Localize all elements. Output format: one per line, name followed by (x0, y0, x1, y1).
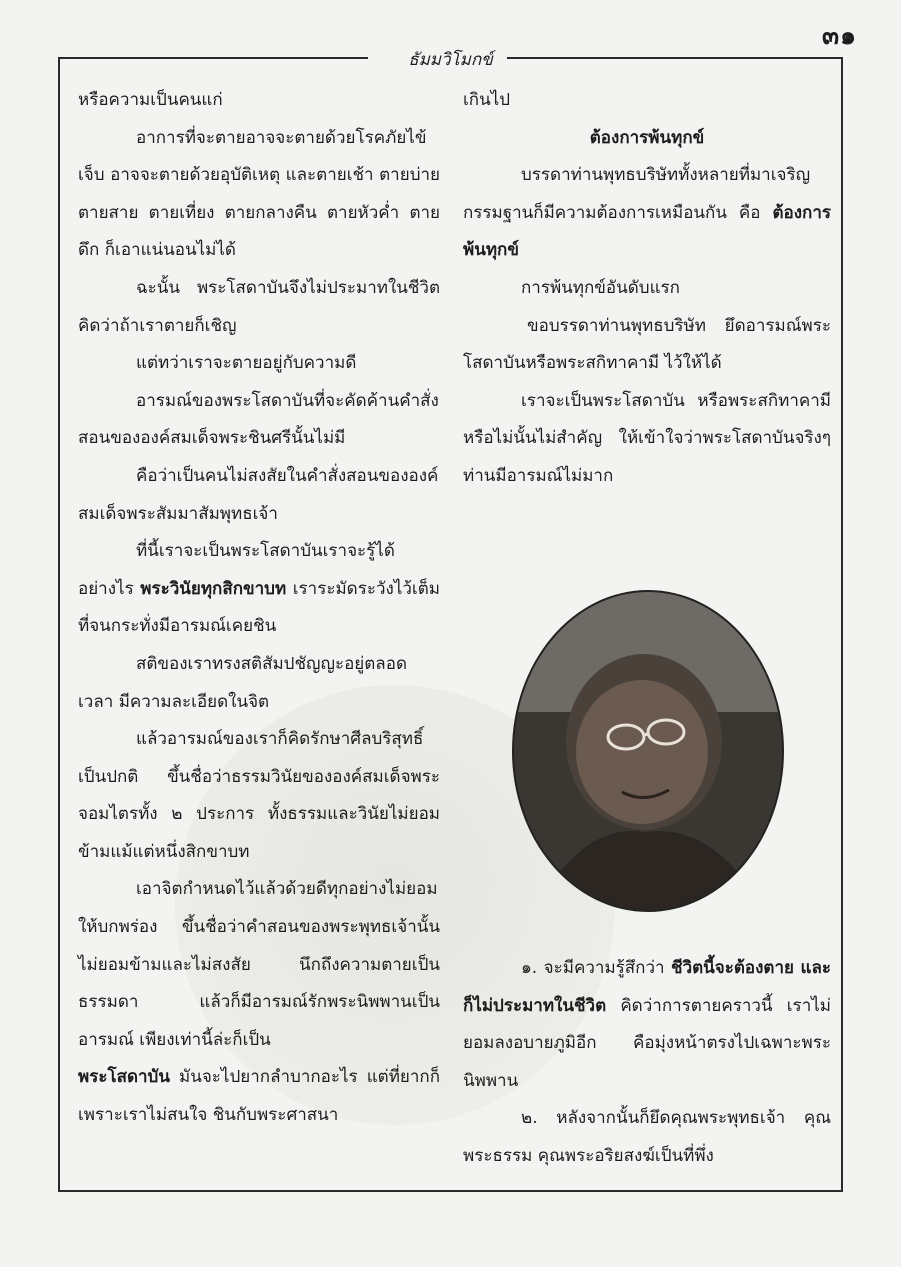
section-heading: ต้องการพ้นทุกข์ (589, 127, 705, 148)
left-column (78, 82, 440, 1135)
page-number: ๓๑ (822, 21, 857, 50)
paragraph-text: คิดว่าการตายคราวนี้ เราไม่ยอมลงอบายภูมิอีก คือมุ่งหน้าตรงไปเฉพาะพระนิพพาน (463, 995, 831, 1091)
paragraph: เราจะเป็นพระโสดาบัน หรือพระสกิทาคามี หรือไม่นั้นไม่สำคัญ ให้เข้าใจว่าพระโสดาบันจริงๆ ท่านมีอารมณ์ไม่มาก (463, 390, 831, 486)
paragraph: แล้วอารมณ์ของเราก็คิดรักษาศีลบริสุทธิ์เป็นปกติ ขึ้นชื่อว่าธรรมวินัยขององค์สมเด็จพระจอมไตรทั้ง ๒ ประการ ทั้งธรรมและวินัยไม่ยอมข้ามแม้แต่หนึ่งสิกขาบท (78, 729, 440, 862)
paragraph (463, 157, 831, 270)
bold-phrase: ชีวิตนี้จะต้องตาย (671, 958, 794, 978)
paragraph: แต่ทว่าเราจะตายอยู่กับความดี (136, 353, 357, 374)
paragraph: เอาจิตกำหนดไว้แล้วด้วยดีทุกอย่างไม่ยอมให้บกพร่อง ขึ้นชื่อว่าคำสอนของพระพุทธเจ้านั้น ไม่ยอมข้ามและไม่สงสัย นึกถึงความตายเป็นธรรมดา แล้วก็มีอารมณ์รักพระนิพพานเป็นอารมณ์ เพียงเท่านี้ล่ะก็เป็น (78, 879, 440, 1050)
paragraph-text: ๑. จะมีความรู้สึกว่า (521, 958, 665, 978)
paragraph: พระโสดาบัน มันจะไปยากลำบากอะไร แต่ที่ยากก็เพราะเราไม่สนใจ ชินกับพระศาสนา (78, 1067, 440, 1126)
right-column-top (463, 82, 831, 496)
portrait-photo (512, 590, 784, 912)
bold-phrase: พระวินัยทุกสิกขาบท (140, 578, 287, 599)
paragraph: อาการที่จะตายอาจจะตายด้วยโรคภัยไข้เจ็บ อาจจะตายด้วยอุบัติเหตุ และตายเช้า ตายบ่าย ตายสาย ตายเที่ยง ตายกลางคืน ตายหัวค่ำ ตายดึก ก็เอาแน่นอนไม่ได้ (78, 127, 440, 261)
paragraph: อารมณ์ของพระโสดาบันที่จะคัดค้านคำสั่งสอนขององค์สมเด็จพระชินศรีนั้นไม่มี (78, 390, 439, 449)
paragraph-text: บรรดาท่านพุทธบริษัททั้งหลายที่มาเจริญกรรมฐานก็มีความต้องการเหมือนกัน คือ (463, 165, 811, 223)
bold-phrase: และก็ไม่ประมาทในชีวิต (463, 958, 831, 1016)
bold-phrase: ต้องการพ้นทุกข์ (463, 202, 832, 261)
right-column-bottom (463, 950, 831, 1176)
paragraph: การพ้นทุกข์อันดับแรก (521, 277, 680, 298)
paragraph: ๒. หลังจากนั้นก็ยึดคุณพระพุทธเจ้า คุณพระธรรม คุณพระอริยสงฆ์เป็นที่พึ่ง (463, 1108, 831, 1166)
paragraph: เกินไป (463, 90, 511, 110)
paragraph: ขอบรรดาท่านพุทธบริษัท ยึดอารมณ์พระโสดาบันหรือพระสกิทาคามี ไว้ให้ได้ (463, 315, 831, 374)
paragraph: สติของเราทรงสติสัมปชัญญะอยู่ตลอดเวลา มีความละเอียดในจิต (78, 653, 407, 712)
paragraph (463, 950, 831, 1100)
paragraph: คือว่าเป็นคนไม่สงสัยในคำสั่งสอนขององค์สมเด็จพระสัมมาสัมพุทธเจ้า (78, 465, 439, 524)
paragraph: หรือความเป็นคนแก่ (78, 90, 223, 110)
paragraph: ฉะนั้น พระโสดาบันจึงไม่ประมาทในชีวิต คิดว่าถ้าเราตายก็เชิญ (78, 277, 440, 336)
portrait-illustration (514, 592, 782, 910)
running-title: ธัมมวิโมกข์ (408, 50, 493, 70)
paragraph: ที่นี้เราจะเป็นพระโสดาบันเราจะรู้ได้อย่างไร พระวินัยทุกสิกขาบท เราระมัดระวังไว้เต็มที่จนกระทั่งมีอารมณ์เคยชิน (78, 541, 440, 637)
bold-phrase: พระโสดาบัน (78, 1067, 170, 1088)
